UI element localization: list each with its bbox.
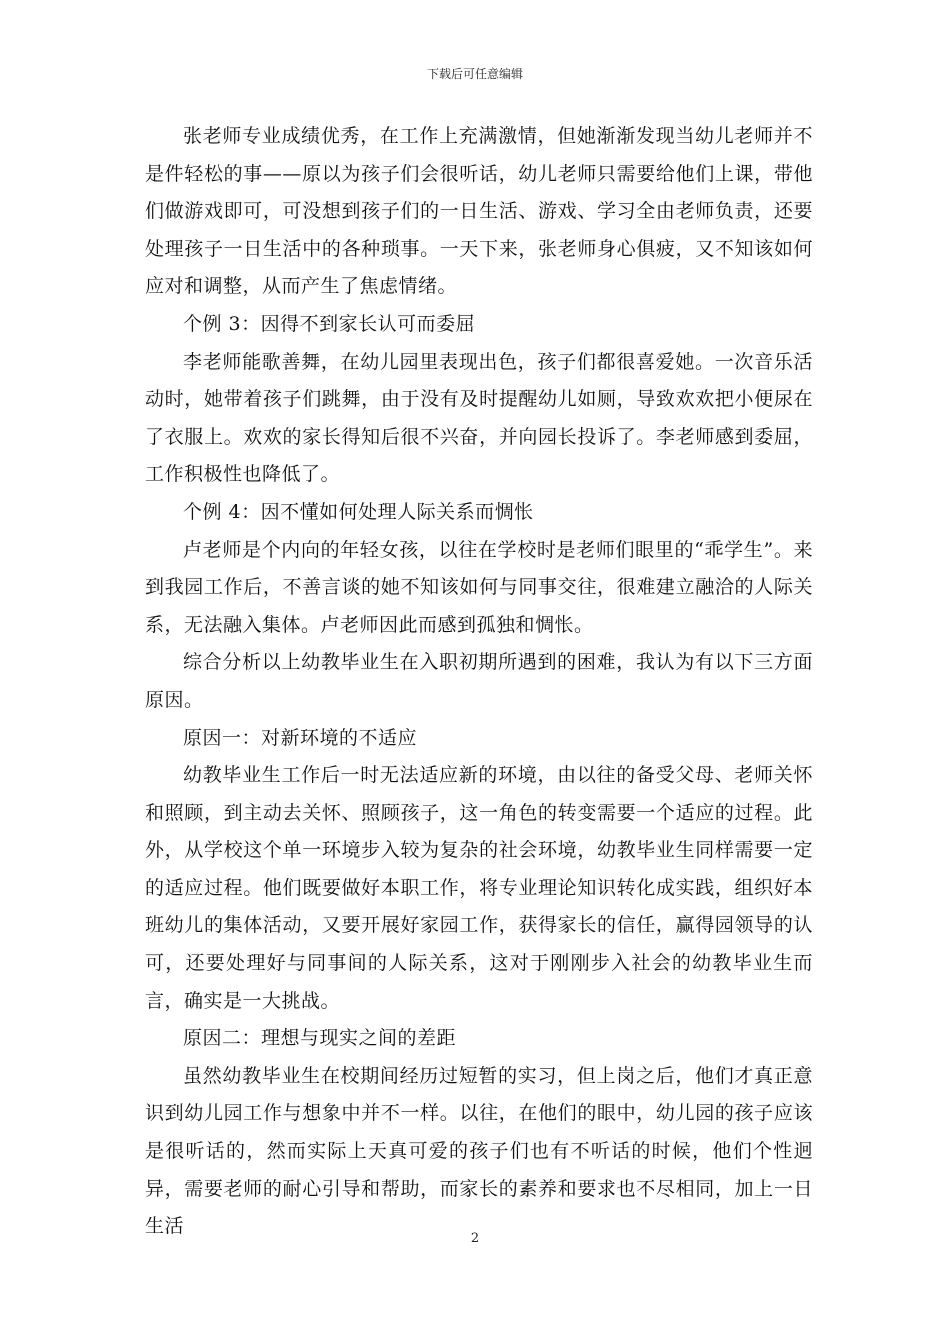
- paragraph-lu-teacher: 卢老师是个内向的年轻女孩，以往在学校时是老师们眼里的“乖学生”。来到我园工作后，不善言谈的她不知该如何与同事交往，很难建立融洽的人际关系，无法融入集体。卢老师因此而感到孤独和惆怅。: [145, 538, 813, 636]
- page-header: 下载后可任意编辑: [426, 67, 523, 81]
- document-body: [145, 118, 813, 1246]
- paragraph-li-teacher: 李老师能歌善舞，在幼儿园里表现出色，孩子们都很喜爱她。一次音乐活动时，她带着孩子们跳舞，由于没有及时提醒幼儿如厕，导致欢欢把小便尿在了衣服上。欢欢的家长得知后很不兴奋，并向园长投诉了。李老师感到委屈，工作积极性也降低了。: [145, 350, 813, 486]
- paragraph-zhang-teacher: 张老师专业成绩优秀，在工作上充满激情，但她渐渐发现当幼儿老师并不是件轻松的事——原以为孩子们会很听话，幼儿老师只需要给他们上课，带他们做游戏即可，可没想到孩子们的一日生活、游戏、学习全由老师负责，还要处理孩子一日生活中的各种琐事。一天下来，张老师身心俱疲，又不知该如何应对和调整，从而产生了焦虑情绪。: [145, 125, 813, 298]
- paragraph-reason-1: 幼教毕业生工作后一时无法适应新的环境，由以往的备受父母、老师关怀和照顾，到主动去关怀、照顾孩子，这一角色的转变需要一个适应的过程。此外，从学校这个单一环境步入较为复杂的社会环境，幼教毕业生同样需要一定的适应过程。他们既要做好本职工作，将专业理论知识转化成实践，组织好本班幼儿的集体活动，又要开展好家园工作，获得家长的信任，赢得园领导的认可，还要处理好与同事间的人际关系，这对于刚刚步入社会的幼教毕业生而言，确实是一大挑战。: [145, 764, 813, 1012]
- heading-case-4: 个例 4：因不懂如何处理人际关系而惆怅: [183, 500, 534, 523]
- page-number: 2: [470, 1231, 480, 1246]
- heading-reason-1: 原因一：对新环境的不适应: [183, 726, 418, 749]
- paragraph-analysis: 综合分析以上幼教毕业生在入职初期所遇到的困难，我认为有以下三方面原因。: [145, 651, 813, 711]
- paragraph-reason-2: 虽然幼教毕业生在校期间经历过短暂的实习，但上岗之后，他们才真正意识到幼儿园工作与想象中并不一样。以往，在他们的眼中，幼儿园的孩子应该是很听话的，然而实际上天真可爱的孩子们也有不听话的时候，他们个性迥异，需要老师的耐心引导和帮助，而家长的素养和要求也不尽相同，加上一日生活: [145, 1064, 813, 1238]
- heading-case-3: 个例 3：因得不到家长认可而委屈: [183, 312, 476, 335]
- heading-reason-2: 原因二：理想与现实之间的差距: [183, 1027, 457, 1050]
